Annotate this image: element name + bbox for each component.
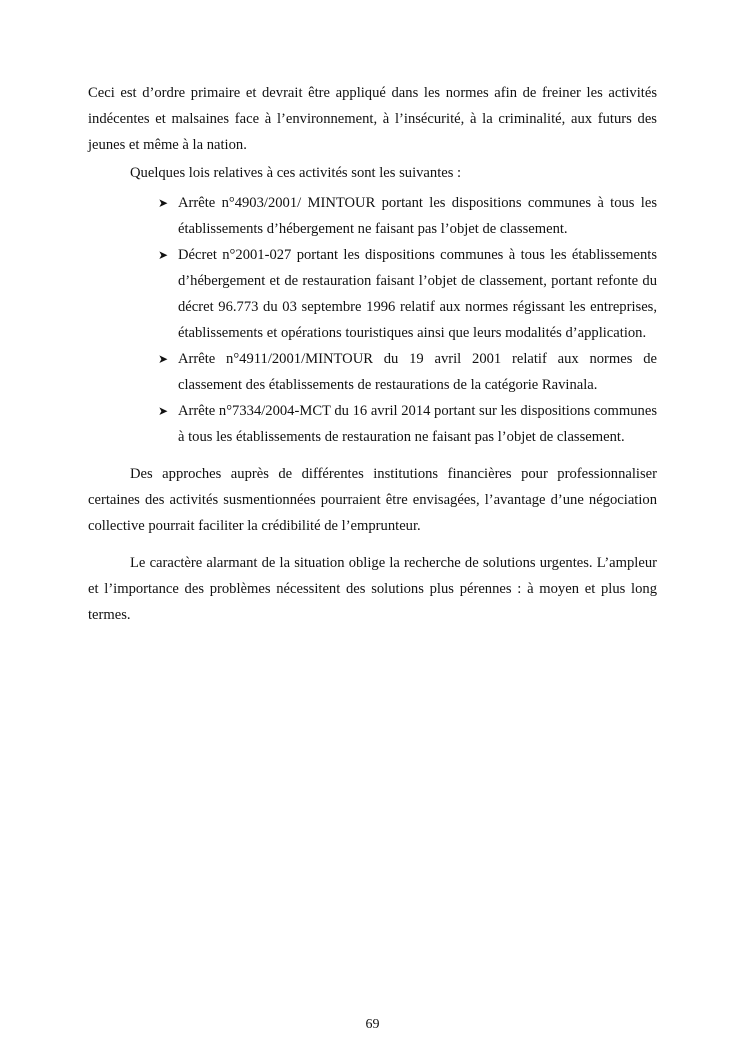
arrowhead-bullet-icon: ➤ [158,404,169,418]
page-number: 69 [365,1017,380,1032]
list-item [88,190,657,242]
paragraph-conclusion: Le caractère alarmant de la situation oblige la recherche de solutions urgentes. L’ampleur et l’importance des problèmes nécessitent des solutions plus pérennes : à moyen et plus long termes. [88,555,657,623]
law-text: Arrête n°4911/2001/MINTOUR du 19 avril 2001 relatif aux normes de classement des établissements de restaurations de la catégorie Ravinala. [178,351,657,393]
list-item [88,346,657,398]
paragraph-financing: Des approches auprès de différentes institutions financières pour professionnaliser certaines des activités susmentionnées pourraient être envisagées, l’avantage d’une négociation collective pourrait faciliter la crédibilité de l’emprunteur. [88,466,657,534]
arrowhead-bullet-icon: ➤ [158,248,169,262]
arrowhead-bullet-icon: ➤ [158,352,169,366]
laws-list [88,190,657,450]
law-text: Arrête n°7334/2004-MCT du 16 avril 2014 portant sur les dispositions communes à tous les établissements de restauration ne faisant pas l’objet de classement. [178,403,658,445]
list-item [88,398,657,450]
list-item [88,242,657,346]
law-text: Décret n°2001-027 portant les dispositions communes à tous les établissements d’hébergement et de restauration faisant l’objet de classement, portant refonte du décret 96.773 du 03 septembre 1996 relatif aux normes régissant les entreprises, établissements et opérations touristiques ainsi que leurs modalités d’application. [178,247,657,341]
laws-intro: Quelques lois relatives à ces activités sont les suivantes : [130,165,462,181]
paragraph-intro: Ceci est d’ordre primaire et devrait être appliqué dans les normes afin de freiner les activités indécentes et malsaines face à l’environnement, à l’insécurité, à la criminalité, aux futurs des jeunes et même à la nation. [88,85,657,153]
law-text: Arrête n°4903/2001/ MINTOUR portant les dispositions communes à tous les établissements d’hébergement ne faisant pas l’objet de classement. [178,195,657,237]
page-body [88,80,657,628]
arrowhead-bullet-icon: ➤ [158,196,169,210]
